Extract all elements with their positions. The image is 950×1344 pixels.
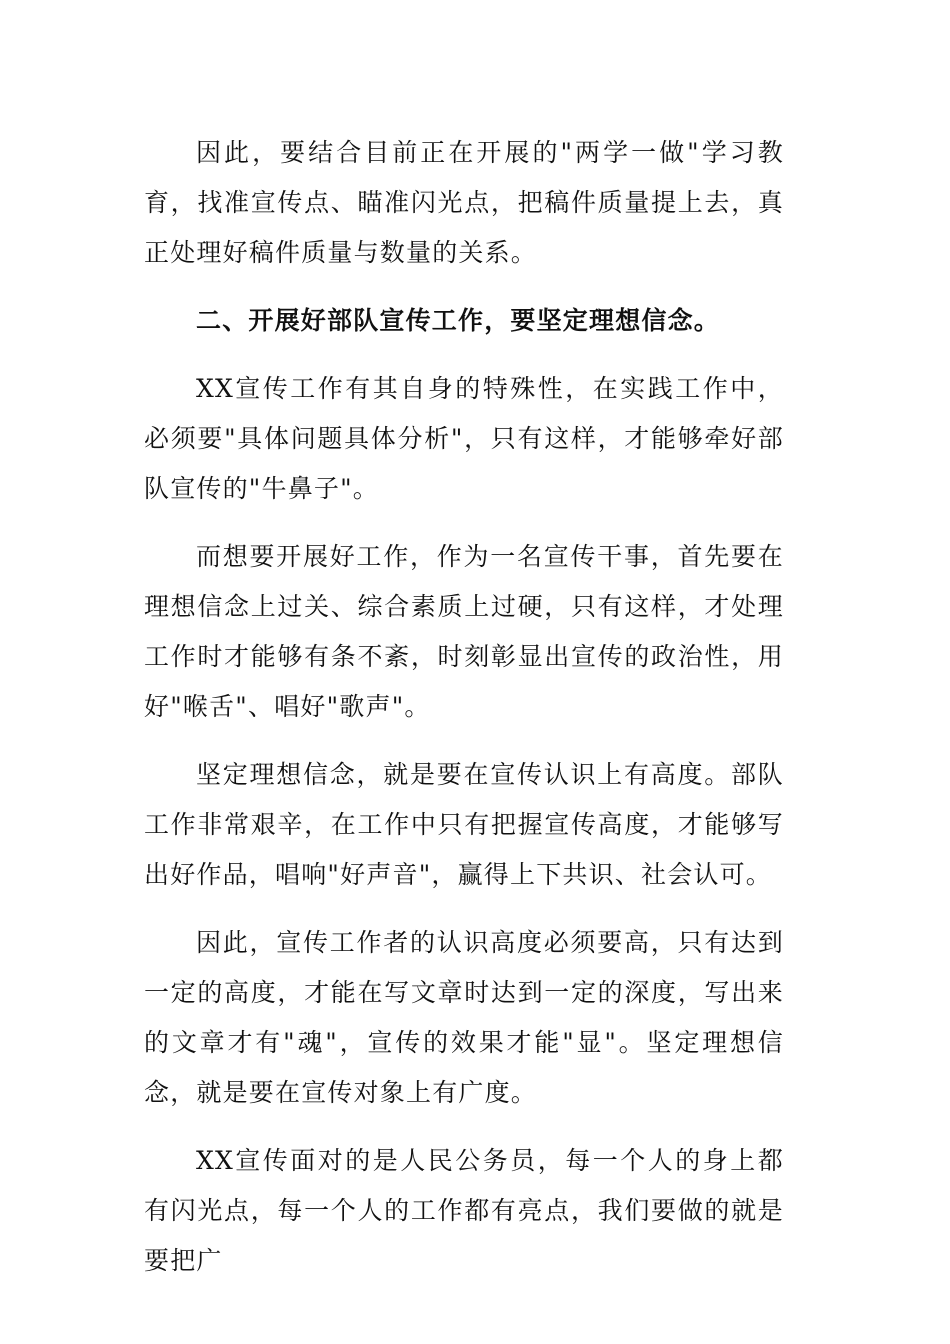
paragraph-5: 因此，宣传工作者的认识高度必须要高，只有达到一定的高度，才能在写文章时达到一定的深度，写出来的文章才有"魂"，宣传的效果才能"显"。坚定理想信念，就是要在宣传对象上有广度。	[144, 928, 784, 1107]
paragraph-2: XX宣传工作有其自身的特殊性，在实践工作中，必须要"具体问题具体分析"，只有这样，才能够牵好部队宣传的"牛鼻子"。	[144, 374, 784, 503]
paragraph-3: 而想要开展好工作，作为一名宣传干事，首先要在理想信念上过关、综合素质上过硬，只有这样，才处理工作时才能够有条不紊，时刻彰显出宣传的政治性，用好"喉舌"、唱好"歌声"。	[144, 542, 784, 721]
section-heading: 二、开展好部队宣传工作，要坚定理想信念。	[196, 306, 721, 335]
document-body	[144, 128, 784, 1304]
paragraph-1: 因此，要结合目前正在开展的"两学一做"学习教育，找准宣传点、瞄准闪光点，把稿件质量提上去，真正处理好稿件质量与数量的关系。	[144, 138, 784, 267]
paragraph-4: 坚定理想信念，就是要在宣传认识上有高度。部队工作非常艰辛，在工作中只有把握宣传高度，才能够写出好作品，唱响"好声音"，赢得上下共识、社会认可。	[144, 760, 784, 889]
paragraph-6: XX宣传面对的是人民公务员，每一个人的身上都有闪光点，每一个人的工作都有亮点，我们要做的就是要把广	[144, 1146, 784, 1275]
